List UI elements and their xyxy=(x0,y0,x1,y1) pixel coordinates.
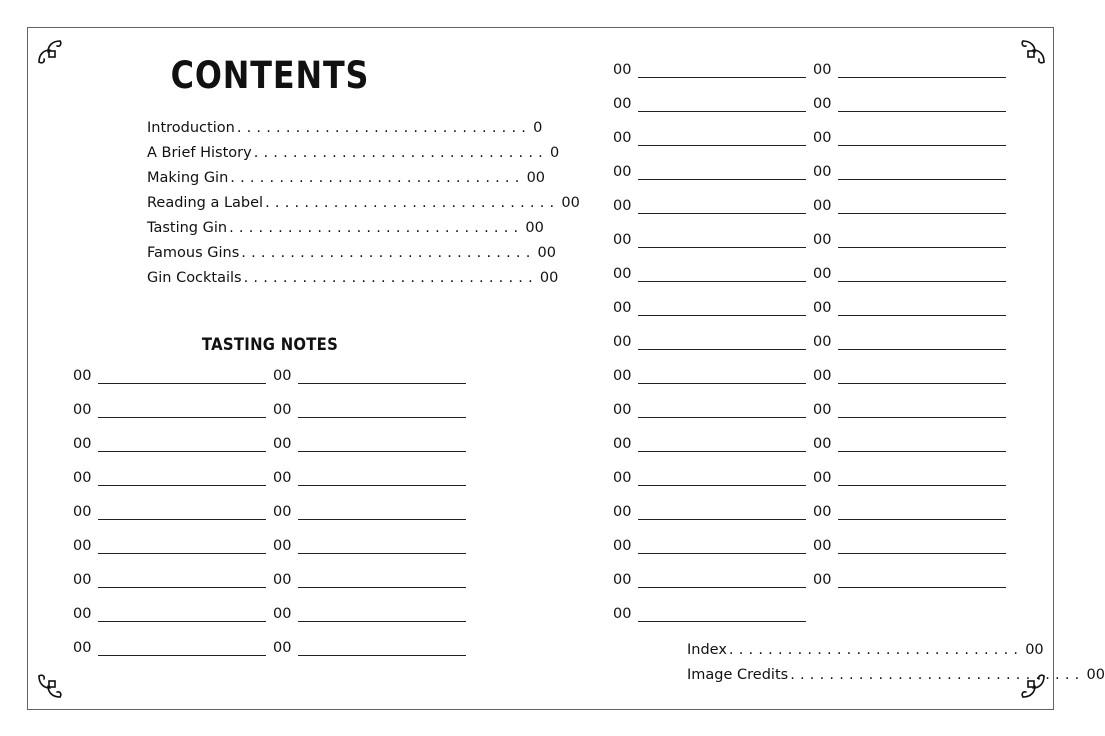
toc-page: 00 xyxy=(526,170,546,186)
write-in-line[interactable] xyxy=(638,247,806,248)
write-in-line[interactable] xyxy=(638,145,806,146)
tasting-note-page: 00 xyxy=(73,368,92,384)
tasting-note-entry[interactable] xyxy=(813,95,1008,115)
write-in-line[interactable] xyxy=(638,77,806,78)
write-in-line[interactable] xyxy=(638,349,806,350)
toc-entry[interactable] xyxy=(147,245,556,267)
write-in-line[interactable] xyxy=(838,553,1006,554)
tasting-note-page: 00 xyxy=(813,436,832,452)
toc-label: A Brief History xyxy=(147,145,252,161)
tasting-note-page: 00 xyxy=(813,232,832,248)
tasting-note-entry[interactable] xyxy=(613,95,808,115)
tasting-note-page: 00 xyxy=(273,504,292,520)
tasting-note-page: 00 xyxy=(613,368,632,384)
leader-dots: .............................. xyxy=(253,145,548,161)
tasting-note-entry[interactable] xyxy=(273,469,468,489)
write-in-line[interactable] xyxy=(838,383,1006,384)
tasting-note-entry[interactable] xyxy=(613,503,808,523)
tasting-note-page: 00 xyxy=(613,198,632,214)
write-in-line[interactable] xyxy=(838,281,1006,282)
tasting-note-page: 00 xyxy=(813,130,832,146)
tasting-note-page: 00 xyxy=(613,538,632,554)
leader-dots: .............................. xyxy=(243,270,538,286)
write-in-line[interactable] xyxy=(838,213,1006,214)
toc-label: Introduction xyxy=(147,120,235,136)
tasting-note-entry[interactable] xyxy=(73,605,268,625)
toc-entry[interactable] xyxy=(687,667,1105,689)
tasting-note-entry[interactable] xyxy=(813,571,1008,591)
tasting-note-entry[interactable] xyxy=(273,367,468,387)
write-in-line[interactable] xyxy=(98,383,266,384)
tasting-note-page: 00 xyxy=(613,62,632,78)
write-in-line[interactable] xyxy=(98,417,266,418)
tasting-note-page: 00 xyxy=(613,606,632,622)
tasting-note-entry[interactable] xyxy=(613,401,808,421)
toc-page: 00 xyxy=(1025,642,1044,658)
toc-entry[interactable] xyxy=(147,120,543,142)
tasting-note-page: 00 xyxy=(273,538,292,554)
tasting-note-entry[interactable] xyxy=(613,571,808,591)
write-in-line[interactable] xyxy=(838,247,1006,248)
tasting-note-page: 00 xyxy=(613,266,632,282)
tasting-note-page: 00 xyxy=(813,572,832,588)
tasting-note-page: 00 xyxy=(613,164,632,180)
write-in-line[interactable] xyxy=(838,179,1006,180)
write-in-line[interactable] xyxy=(638,587,806,588)
tasting-note-page: 00 xyxy=(273,368,292,384)
tasting-note-entry[interactable] xyxy=(73,367,268,387)
tasting-note-entry[interactable] xyxy=(73,537,268,557)
tasting-note-page: 00 xyxy=(73,470,92,486)
tasting-note-page: 00 xyxy=(813,368,832,384)
write-in-line[interactable] xyxy=(838,485,1006,486)
tasting-note-page: 00 xyxy=(73,436,92,452)
tasting-note-entry[interactable] xyxy=(273,537,468,557)
write-in-line[interactable] xyxy=(298,553,466,554)
tasting-note-page: 00 xyxy=(613,334,632,350)
toc-entry[interactable] xyxy=(147,195,580,217)
write-in-line[interactable] xyxy=(98,451,266,452)
tasting-note-page: 00 xyxy=(73,640,92,656)
tasting-note-entry[interactable] xyxy=(273,605,468,625)
toc-page: 0 xyxy=(549,145,560,161)
tasting-note-page: 00 xyxy=(813,300,832,316)
corner-ornament-icon xyxy=(36,38,64,66)
write-in-line[interactable] xyxy=(298,417,466,418)
write-in-line[interactable] xyxy=(638,383,806,384)
tasting-note-page: 00 xyxy=(813,62,832,78)
tasting-note-page: 00 xyxy=(613,96,632,112)
write-in-line[interactable] xyxy=(298,621,466,622)
tasting-note-entry[interactable] xyxy=(613,469,808,489)
tasting-note-entry[interactable] xyxy=(613,367,808,387)
write-in-line[interactable] xyxy=(638,111,806,112)
write-in-line[interactable] xyxy=(638,553,806,554)
toc-page: 00 xyxy=(1086,667,1105,683)
write-in-line[interactable] xyxy=(98,587,266,588)
corner-ornament-icon xyxy=(36,672,64,700)
write-in-line[interactable] xyxy=(98,519,266,520)
leader-dots: .............................. xyxy=(241,245,536,261)
tasting-notes-heading: TASTING NOTES xyxy=(201,335,339,354)
toc-entry[interactable] xyxy=(687,642,1044,664)
tasting-note-entry[interactable] xyxy=(813,265,1008,285)
leader-dots: .............................. xyxy=(728,642,1024,658)
write-in-line[interactable] xyxy=(838,111,1006,112)
leader-dots: .............................. xyxy=(230,170,525,186)
tasting-note-entry[interactable] xyxy=(813,435,1008,455)
tasting-note-page: 00 xyxy=(613,130,632,146)
toc-label: Reading a Label xyxy=(147,195,264,211)
tasting-note-entry[interactable] xyxy=(273,639,468,659)
tasting-note-entry[interactable] xyxy=(273,401,468,421)
tasting-note-entry[interactable] xyxy=(273,503,468,523)
tasting-note-page: 00 xyxy=(613,232,632,248)
leader-dots: .............................. xyxy=(236,120,532,136)
tasting-note-entry[interactable] xyxy=(613,61,808,81)
tasting-note-page: 00 xyxy=(813,198,832,214)
tasting-note-page: 00 xyxy=(813,504,832,520)
tasting-note-page: 00 xyxy=(813,96,832,112)
write-in-line[interactable] xyxy=(638,451,806,452)
tasting-note-entry[interactable] xyxy=(813,503,1008,523)
write-in-line[interactable] xyxy=(298,587,466,588)
write-in-line[interactable] xyxy=(638,315,806,316)
tasting-note-page: 00 xyxy=(813,538,832,554)
tasting-note-entry[interactable] xyxy=(813,197,1008,217)
tasting-note-entry[interactable] xyxy=(273,435,468,455)
tasting-note-page: 00 xyxy=(613,504,632,520)
write-in-line[interactable] xyxy=(838,587,1006,588)
tasting-note-entry[interactable] xyxy=(613,231,808,251)
tasting-note-entry[interactable] xyxy=(73,469,268,489)
tasting-note-page: 00 xyxy=(273,640,292,656)
tasting-note-page: 00 xyxy=(273,436,292,452)
tasting-note-page: 00 xyxy=(613,436,632,452)
toc-page: 00 xyxy=(537,245,556,261)
tasting-note-entry[interactable] xyxy=(813,163,1008,183)
leader-dots: .............................. xyxy=(265,195,560,211)
tasting-note-page: 00 xyxy=(73,402,92,418)
tasting-note-page: 00 xyxy=(813,164,832,180)
toc-page: 00 xyxy=(525,220,544,236)
tasting-note-page: 00 xyxy=(73,572,92,588)
tasting-note-entry[interactable] xyxy=(273,571,468,591)
tasting-note-page: 00 xyxy=(613,470,632,486)
tasting-note-entry[interactable] xyxy=(613,605,808,625)
tasting-note-entry[interactable] xyxy=(813,401,1008,421)
write-in-line[interactable] xyxy=(298,451,466,452)
tasting-note-entry[interactable] xyxy=(613,299,808,319)
tasting-note-entry[interactable] xyxy=(73,503,268,523)
tasting-note-entry[interactable] xyxy=(613,163,808,183)
leader-dots: .............................. xyxy=(229,220,524,236)
tasting-note-page: 00 xyxy=(813,402,832,418)
write-in-line[interactable] xyxy=(638,213,806,214)
tasting-note-entry[interactable] xyxy=(73,571,268,591)
leader-dots: .............................. xyxy=(790,667,1085,683)
write-in-line[interactable] xyxy=(838,77,1006,78)
write-in-line[interactable] xyxy=(298,485,466,486)
write-in-line[interactable] xyxy=(638,519,806,520)
tasting-note-entry[interactable] xyxy=(813,469,1008,489)
tasting-note-entry[interactable] xyxy=(613,333,808,353)
tasting-note-entry[interactable] xyxy=(73,401,268,421)
write-in-line[interactable] xyxy=(98,553,266,554)
toc-page: 00 xyxy=(539,270,559,286)
write-in-line[interactable] xyxy=(838,519,1006,520)
toc-label: Making Gin xyxy=(147,170,229,186)
tasting-note-page: 00 xyxy=(813,266,832,282)
toc-entry[interactable] xyxy=(147,145,560,167)
tasting-note-page: 00 xyxy=(273,402,292,418)
write-in-line[interactable] xyxy=(98,621,266,622)
write-in-line[interactable] xyxy=(298,519,466,520)
write-in-line[interactable] xyxy=(838,349,1006,350)
tasting-note-page: 00 xyxy=(73,606,92,622)
toc-page: 00 xyxy=(561,195,580,211)
write-in-line[interactable] xyxy=(638,485,806,486)
tasting-note-entry[interactable] xyxy=(613,129,808,149)
write-in-line[interactable] xyxy=(298,383,466,384)
toc-label: Famous Gins xyxy=(147,245,240,261)
tasting-note-page: 00 xyxy=(813,334,832,350)
write-in-line[interactable] xyxy=(638,621,806,622)
corner-ornament-icon xyxy=(1019,38,1047,66)
tasting-note-page: 00 xyxy=(273,470,292,486)
tasting-note-page: 00 xyxy=(813,470,832,486)
page-title: CONTENTS xyxy=(170,54,370,97)
tasting-note-entry[interactable] xyxy=(613,537,808,557)
toc-entry[interactable] xyxy=(147,270,559,292)
tasting-note-entry[interactable] xyxy=(813,299,1008,319)
tasting-note-page: 00 xyxy=(613,572,632,588)
tasting-note-page: 00 xyxy=(613,402,632,418)
tasting-note-entry[interactable] xyxy=(813,367,1008,387)
toc-entry[interactable] xyxy=(147,220,544,242)
write-in-line[interactable] xyxy=(298,655,466,656)
toc-label: Index xyxy=(687,642,727,658)
write-in-line[interactable] xyxy=(838,315,1006,316)
tasting-note-page: 00 xyxy=(273,606,292,622)
write-in-line[interactable] xyxy=(98,655,266,656)
tasting-note-entry[interactable] xyxy=(613,265,808,285)
tasting-note-entry[interactable] xyxy=(813,231,1008,251)
tasting-note-page: 00 xyxy=(73,538,92,554)
tasting-note-entry[interactable] xyxy=(613,197,808,217)
tasting-note-entry[interactable] xyxy=(73,639,268,659)
tasting-note-entry[interactable] xyxy=(813,61,1008,81)
tasting-note-entry[interactable] xyxy=(813,537,1008,557)
write-in-line[interactable] xyxy=(98,485,266,486)
toc-label: Image Credits xyxy=(687,667,789,683)
tasting-note-entry[interactable] xyxy=(613,435,808,455)
write-in-line[interactable] xyxy=(838,451,1006,452)
write-in-line[interactable] xyxy=(638,417,806,418)
tasting-note-page: 00 xyxy=(613,300,632,316)
write-in-line[interactable] xyxy=(838,417,1006,418)
tasting-note-entry[interactable] xyxy=(73,435,268,455)
toc-entry[interactable] xyxy=(147,170,546,192)
tasting-note-page: 00 xyxy=(273,572,292,588)
tasting-note-entry[interactable] xyxy=(813,129,1008,149)
tasting-note-entry[interactable] xyxy=(813,333,1008,353)
toc-label: Tasting Gin xyxy=(147,220,228,236)
write-in-line[interactable] xyxy=(638,179,806,180)
write-in-line[interactable] xyxy=(638,281,806,282)
toc-label: Gin Cocktails xyxy=(147,270,242,286)
tasting-note-page: 00 xyxy=(73,504,92,520)
toc-page: 0 xyxy=(533,120,543,136)
write-in-line[interactable] xyxy=(838,145,1006,146)
